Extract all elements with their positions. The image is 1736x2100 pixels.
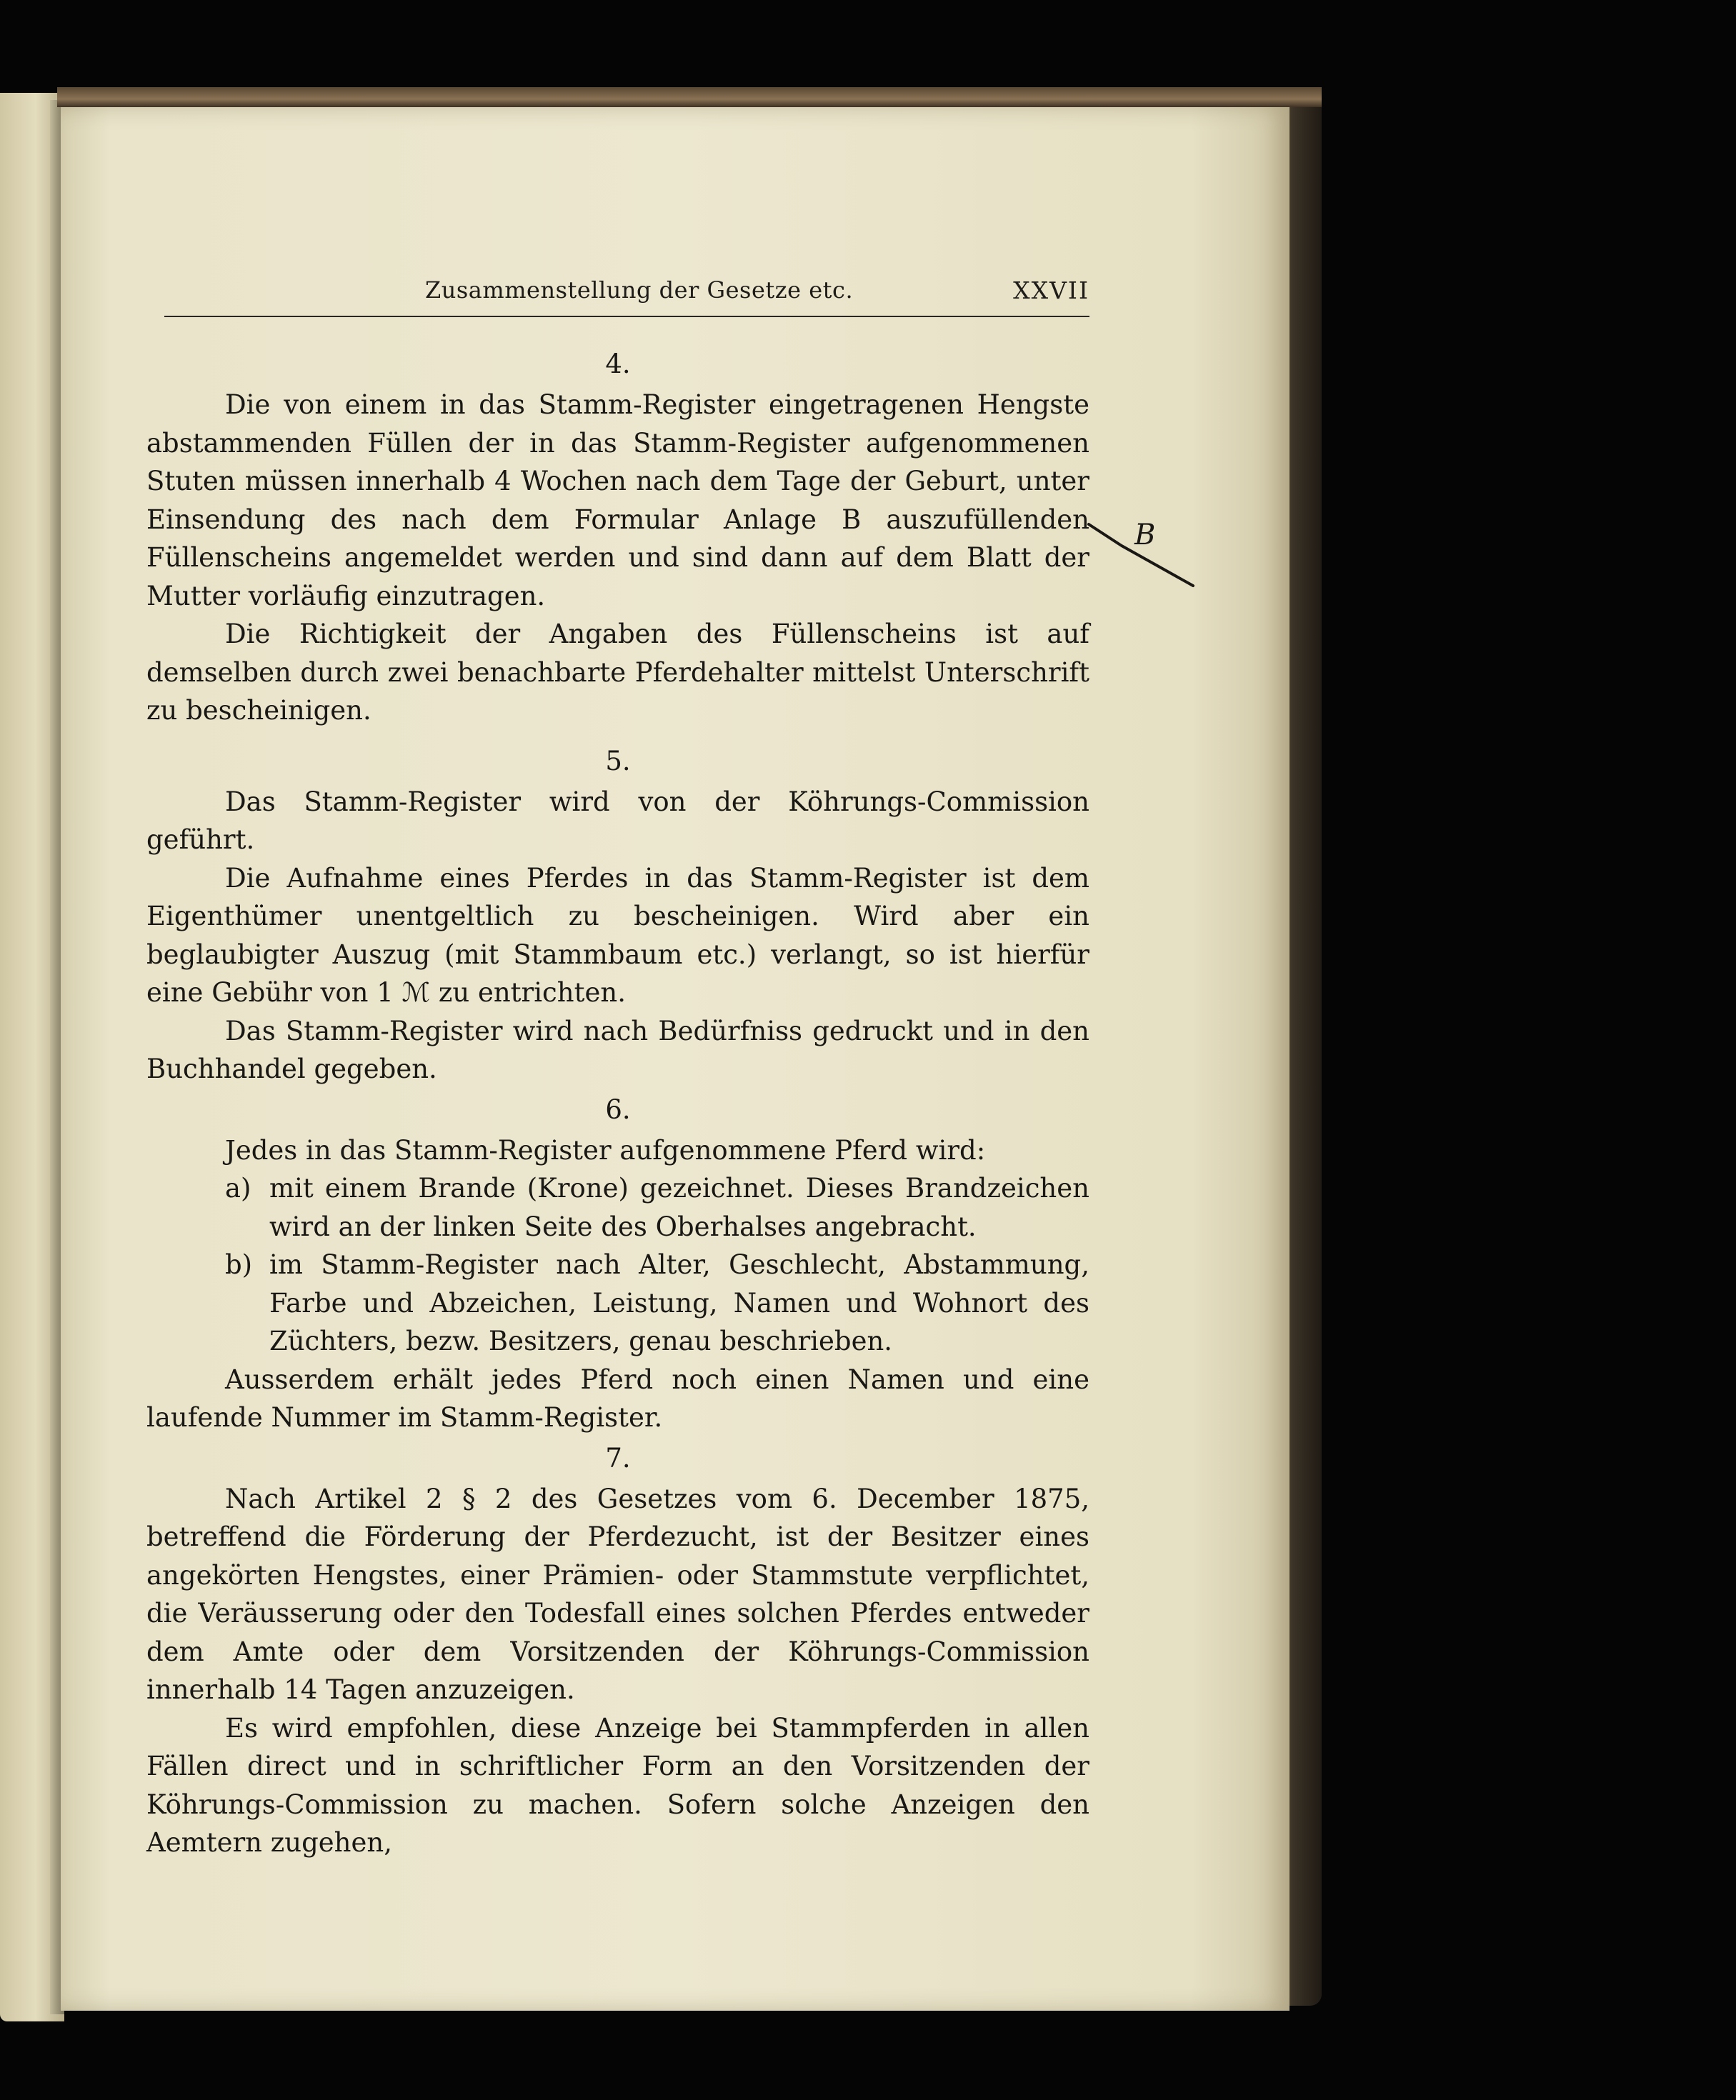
book-cover-top-edge <box>57 87 1322 107</box>
paragraph: Es wird empfohlen, diese Anzeige bei Stammpferden in allen Fällen direct und in schriftlicher Form an den Vorsitzenden der Köhrungs-Commission zu machen. Sofern solche Anzeigen den Aemtern zugehen, <box>146 1712 1089 1858</box>
list-item <box>146 1169 1089 1246</box>
list-item-label: b) <box>225 1249 253 1280</box>
paragraph: Die Richtigkeit der Angaben des Füllenscheins ist auf demselben durch zwei benachbarte Pferdehalter mittelst Unterschrift zu bescheinigen. <box>146 619 1089 726</box>
section-number: 5. <box>605 745 631 776</box>
paragraph: Die Aufnahme eines Pferdes in das Stamm-Register ist dem Eigenthümer unentgeltlich zu bescheinigen. Wird aber ein beglaubigter Auszug (mit Stammbaum etc.) verlangt, so ist hierfür eine Gebühr von 1 ℳ zu entrichten. <box>146 862 1089 1008</box>
page-header <box>164 275 1089 318</box>
section-7 <box>146 1437 1089 1862</box>
paragraph: Jedes in das Stamm-Register aufgenommene Pferd wird: <box>225 1134 986 1166</box>
paragraph: Ausserdem erhält jedes Pferd noch einen Namen und eine laufende Nummer im Stamm-Register. <box>146 1364 1089 1433</box>
list-item-text: im Stamm-Register nach Alter, Geschlecht, Abstammung, Farbe und Abzeichen, Leistung, Namen und Wohnort des Züchters, bezw. Besitzers, genau beschrieben. <box>269 1249 1089 1356</box>
paragraph: Das Stamm-Register wird nach Bedürfniss gedruckt und in den Buchhandel gegeben. <box>146 1015 1089 1084</box>
list-item <box>146 1246 1089 1361</box>
list-item-text: mit einem Brande (Krone) gezeichnet. Dieses Brandzeichen wird an der linken Seite des Oberhalses angebracht. <box>269 1173 1089 1242</box>
page-body <box>146 343 1089 1862</box>
section-5 <box>146 740 1089 1089</box>
margin-mark-letter: B <box>1134 519 1156 551</box>
paragraph: Nach Artikel 2 § 2 des Gesetzes vom 6. December 1875, betreffend die Förderung der Pferdezucht, ist der Besitzer eines angekörten Hengstes, einer Prämien- oder Stammstute verpflichtet, die Veräusserung oder den Todesfall eines solchen Pferdes entweder dem Amte oder dem Vorsitzenden der Köhrungs-Commission innerhalb 14 Tagen anzuzeigen. <box>146 1483 1089 1705</box>
running-title: Zusammenstellung der Gesetze etc. <box>425 276 854 304</box>
paragraph: Die von einem in das Stamm-Register eingetragenen Hengste abstammenden Füllen der in das Stamm-Register aufgenommenen Stuten müssen innerhalb 4 Wochen nach dem Tage der Geburt, unter Einsendung des nach dem Formular Anlage B auszufüllenden Füllenscheins angemeldet werden und sind dann auf dem Blatt der Mutter vorläufig einzutragen. <box>146 389 1089 611</box>
section-number: 7. <box>605 1442 631 1474</box>
section-6 <box>146 1089 1089 1437</box>
section-number: 6. <box>605 1094 631 1125</box>
list-item-label: a) <box>225 1173 251 1204</box>
header-rule <box>164 316 1089 317</box>
section-4 <box>146 343 1089 730</box>
paragraph: Das Stamm-Register wird von der Köhrungs-Commission geführt. <box>146 786 1089 855</box>
section-number: 4. <box>605 349 631 379</box>
page-number: XXVII <box>1013 276 1089 304</box>
